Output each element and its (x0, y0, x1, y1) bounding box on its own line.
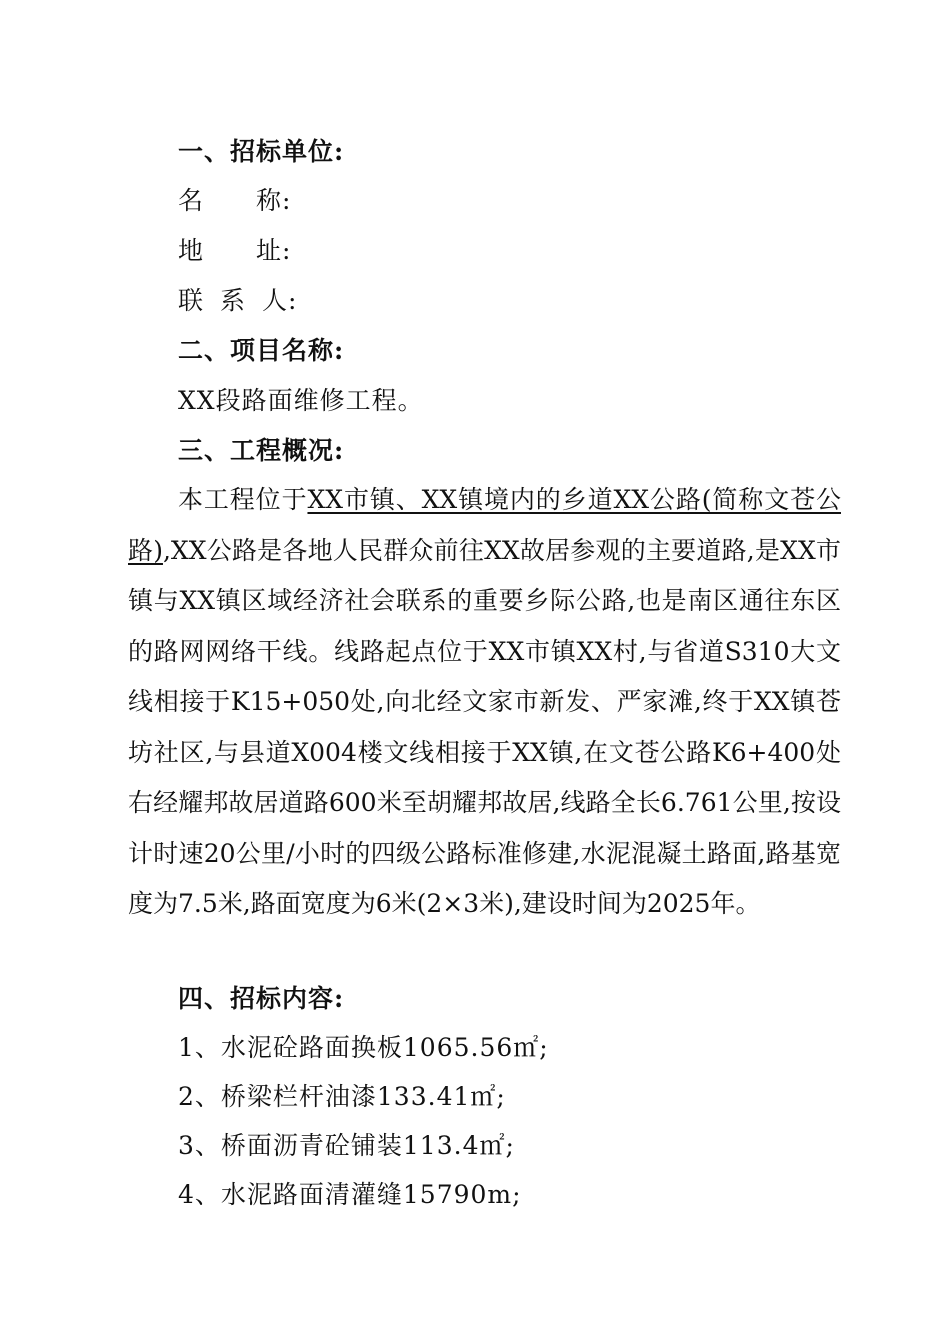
section-heading-project-name: 二、项目名称: (178, 336, 345, 365)
name-label-part-2: 称: (256, 186, 292, 215)
name-label-part-1: 名 (178, 186, 205, 215)
contact-label-part-2: 系 (220, 286, 247, 315)
field-address-label (178, 234, 291, 268)
field-contact-label (178, 284, 297, 318)
contact-label-part-3: 人: (262, 286, 298, 315)
field-name-label (178, 184, 291, 218)
list-item: 2、桥梁栏杆油漆133.41㎡; (178, 1082, 506, 1111)
list-item: 3、桥面沥青砼铺装113.4㎡; (178, 1131, 515, 1160)
address-label-part-1: 地 (178, 236, 205, 265)
list-item: 4、水泥路面清灌缝15790m; (178, 1180, 522, 1209)
list-item: 1、水泥砼路面换板1065.56㎡; (178, 1033, 549, 1062)
section-heading-tender-unit: 一、招标单位: (178, 137, 345, 166)
overview-body: ,XX公路是各地人民群众前往XX故居参观的主要道路,是XX市镇与XX镇区域经济社会联系的重要乡际公路,也是南区通往东区的路网网络干线。线路起点位于XX市镇XX村,与省道S310大文线相接于K15+050处,向北经文家市新发、严家滩,终于XX镇苍坊社区,与县道X004楼文线相接于XX镇,在文苍公路K6+400处右经耀邦故居道路600米至胡耀邦故居,线路全长6.761公里,按设计时速20公里/小时的四级公路标准修建,水泥混凝土路面,路基宽度为7.5米,路面宽度为6米(2×3米),建设时间为2025年。 (128, 535, 841, 918)
address-label-part-2: 址: (256, 236, 292, 265)
overview-paragraph (128, 475, 841, 930)
contact-label-part-1: 联 (178, 286, 205, 315)
section-heading-overview: 三、工程概况: (178, 436, 345, 465)
overview-underlined-location: XX市镇、XX镇境内的乡道XX公路(简称文苍公路) (128, 485, 841, 565)
section-heading-tender-content: 四、招标内容: (178, 984, 345, 1013)
project-name-value: XX段路面维修工程。 (178, 386, 424, 415)
overview-lead: 本工程位于 (178, 485, 308, 514)
